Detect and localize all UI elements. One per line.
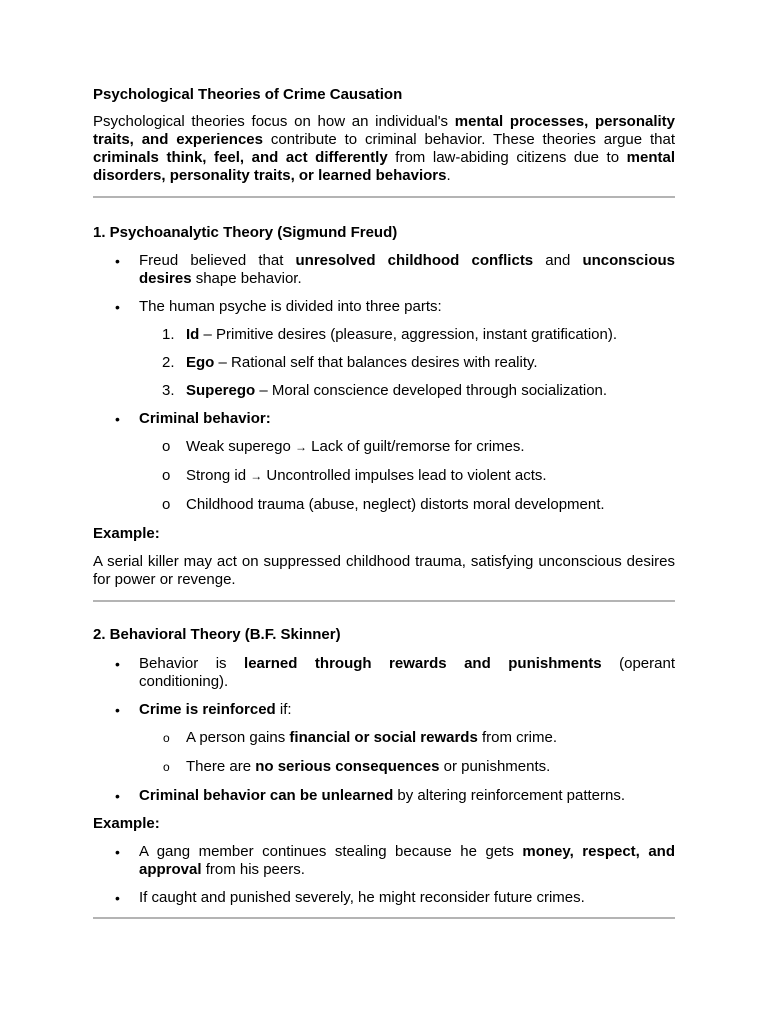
- bullet-icon: •: [115, 411, 120, 427]
- divider: [93, 196, 675, 198]
- list-item: • If caught and punished severely, he might reconsider future crimes.: [115, 889, 585, 906]
- list-item: • Freud believed that unresolved childhood conflicts and unconscious desires shape behavior.: [115, 252, 675, 287]
- list-item: • Criminal behavior can be unlearned by altering reinforcement patterns.: [115, 787, 626, 804]
- sub-bullet-icon: o: [162, 496, 171, 513]
- behavioral-list: [93, 655, 675, 805]
- reinforcement-list: [93, 729, 675, 776]
- document-title: Psychological Theories of Crime Causation: [93, 86, 403, 103]
- sub-bullet-icon: o: [163, 760, 170, 774]
- list-item: • Criminal behavior: o Weak superego → Lack of guilt/remorse for crimes. o Strong id → Uncontrolled impulses lead to violent acts. o Childhood trauma (abuse, neglect) distorts moral development.: [93, 410, 675, 514]
- list-item: 1. Id – Primitive desires (pleasure, aggression, instant gratification).: [162, 326, 618, 343]
- bullet-icon: •: [115, 656, 120, 672]
- bullet-icon: •: [115, 299, 120, 315]
- arrow-right-icon: →: [294, 440, 307, 454]
- list-item: • The human psyche is divided into three parts: 1. Id – Primitive desires (pleasure, aggression, instant gratification). 2. Ego – Rational self that balances desires with reality. 3. Superego – Moral conscience developed through socialization.: [93, 298, 675, 400]
- list-item: • Crime is reinforced if: o A person gains financial or social rewards from crime. o There are no serious consequences or punishments.: [93, 701, 675, 776]
- list-item: o There are no serious consequences or punishments.: [163, 758, 551, 775]
- bullet-icon: •: [115, 702, 120, 718]
- document-content: [93, 86, 675, 919]
- example-label: Example:: [93, 815, 160, 832]
- bullet-icon: •: [115, 788, 120, 804]
- bullet-icon: •: [115, 890, 120, 906]
- criminal-behavior-list: [93, 438, 675, 514]
- arrow-right-icon: →: [250, 469, 263, 483]
- bullet-icon: •: [115, 844, 120, 860]
- section-heading-behavioral: 2. Behavioral Theory (B.F. Skinner): [93, 626, 341, 643]
- sub-bullet-icon: o: [162, 467, 171, 484]
- list-item: • Behavior is learned through rewards and punishments (operant conditioning).: [115, 655, 675, 690]
- list-item: • A gang member continues stealing because he gets money, respect, and approval from his peers.: [115, 843, 676, 878]
- list-item: o Weak superego → Lack of guilt/remorse for crimes.: [162, 438, 525, 455]
- list-item: o Childhood trauma (abuse, neglect) distorts moral development.: [162, 496, 605, 513]
- list-item: o A person gains financial or social rewards from crime.: [163, 729, 557, 746]
- list-item: 3. Superego – Moral conscience developed through socialization.: [162, 382, 608, 399]
- sub-bullet-icon: o: [163, 731, 170, 745]
- divider: [93, 600, 675, 602]
- example-paragraph: A serial killer may act on suppressed childhood trauma, satisfying unconscious desires for power or revenge.: [93, 553, 675, 588]
- bullet-icon: •: [115, 253, 120, 269]
- section-heading-psychoanalytic: 1. Psychoanalytic Theory (Sigmund Freud): [93, 224, 398, 241]
- list-item: o Strong id → Uncontrolled impulses lead to violent acts.: [162, 467, 547, 484]
- divider: [93, 917, 675, 919]
- psychoanalytic-list: [93, 252, 675, 514]
- behavioral-example-list: [93, 843, 675, 907]
- intro-paragraph: Psychological theories focus on how an individual's mental processes, personality traits, and experiences contribute to criminal behavior. These theories argue that criminals think, feel, and act differently from law-abiding citizens due to mental disorders, personality traits, or learned behaviors.: [93, 113, 676, 184]
- list-item: 2. Ego – Rational self that balances desires with reality.: [162, 354, 538, 371]
- sub-bullet-icon: o: [162, 438, 171, 455]
- example-label: Example:: [93, 525, 160, 542]
- psyche-parts-list: [93, 326, 675, 400]
